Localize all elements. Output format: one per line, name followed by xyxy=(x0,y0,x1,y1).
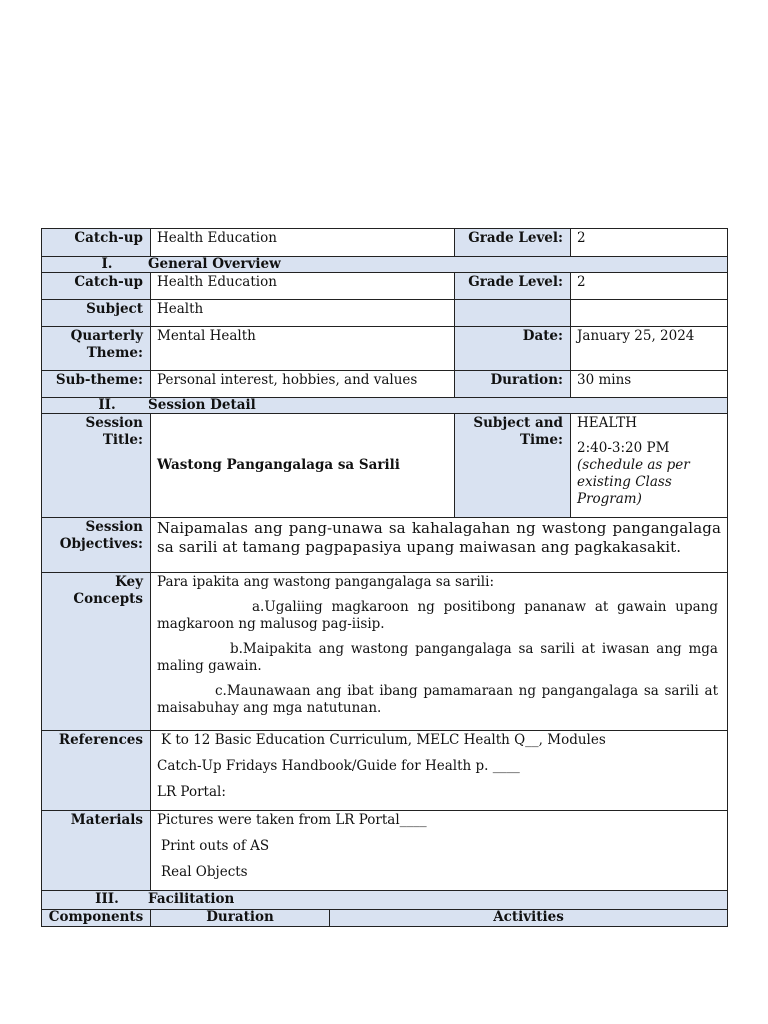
session-objectives-label: Session Objectives: xyxy=(42,518,151,573)
grade-level-label: Grade Level: xyxy=(455,273,571,300)
section-number: III. xyxy=(95,891,119,907)
session-title-label: Session Title: xyxy=(42,414,151,518)
material-item: Print outs of AS xyxy=(161,838,270,854)
quarterly-theme-value: Mental Health xyxy=(151,327,455,371)
key-concepts-label: Key Concepts xyxy=(42,573,151,731)
subject-label: Subject xyxy=(42,300,151,327)
catchup-label: Catch-up xyxy=(42,229,151,257)
subject-row xyxy=(42,300,728,327)
key-concepts-intro: Para ipakita ang wastong pangangalaga sa sarili: xyxy=(157,574,494,590)
grade-level-value: 2 xyxy=(571,273,728,300)
material-item: Real Objects xyxy=(161,864,248,880)
grade-level-label: Grade Level: xyxy=(455,229,571,257)
date-value: January 25, 2024 xyxy=(571,327,728,371)
section-number: I. xyxy=(101,256,113,272)
references-label: References xyxy=(42,731,151,811)
subject-time-subject: HEALTH xyxy=(577,415,638,431)
section-number: II. xyxy=(98,397,116,413)
theme-row xyxy=(42,327,728,371)
reference-item: K to 12 Basic Education Curriculum, MELC Health Q__, Modules xyxy=(161,732,606,748)
subject-value: Health xyxy=(151,300,455,327)
subject-time-cell xyxy=(571,414,728,518)
lesson-plan-table xyxy=(41,228,728,910)
subject-time-time: 2:40-3:20 PM xyxy=(577,440,670,456)
session-title-value: Wastong Pangangalaga sa Sarili xyxy=(151,414,455,518)
facilitation-header-row xyxy=(42,910,728,927)
material-item: Pictures were taken from LR Portal____ xyxy=(157,812,427,828)
materials-cell xyxy=(151,811,728,891)
activities-header: Activities xyxy=(330,910,728,927)
key-concept-b: b.Maipakita ang wastong pangangalaga sa sarili at iwasan ang mga maling gawain. xyxy=(157,641,718,674)
section-header-facilitation xyxy=(42,891,728,910)
session-objectives-value: Naipamalas ang pang-unawa sa kahalagahan ng wastong pangangalaga sa sarili at tamang pagpapasiya upang maiwasan ang pagkakasakit. xyxy=(151,518,728,573)
quarterly-theme-label: Quarterly Theme: xyxy=(42,327,151,371)
references-row xyxy=(42,731,728,811)
blank-cell xyxy=(455,300,571,327)
subtheme-value: Personal interest, hobbies, and values xyxy=(151,371,455,398)
objectives-row xyxy=(42,518,728,573)
facilitation-header-table xyxy=(41,910,728,927)
duration-header: Duration xyxy=(151,910,330,927)
section-title: Facilitation xyxy=(148,891,235,907)
key-concepts-row xyxy=(42,573,728,731)
key-concept-a: a.Ugaliing magkaroon ng positibong pananaw at gawain upang magkaroon ng malusog pag-iisip. xyxy=(157,599,718,632)
date-label: Date: xyxy=(455,327,571,371)
section-header-session xyxy=(42,398,728,414)
duration-value: 30 mins xyxy=(571,371,728,398)
components-header: Components xyxy=(42,910,151,927)
lesson-plan-document xyxy=(41,228,727,927)
section-header-general xyxy=(42,257,728,273)
subject-time-label: Subject and Time: xyxy=(455,414,571,518)
session-row xyxy=(42,414,728,518)
section-title: General Overview xyxy=(148,256,281,272)
header-row xyxy=(42,229,728,257)
empty-cell xyxy=(571,300,728,327)
catchup-label: Catch-up xyxy=(42,273,151,300)
materials-row xyxy=(42,811,728,891)
materials-label: Materials xyxy=(42,811,151,891)
grade-level-value: 2 xyxy=(571,229,728,257)
duration-label: Duration: xyxy=(455,371,571,398)
reference-item: Catch-Up Fridays Handbook/Guide for Health p. ____ xyxy=(157,758,520,774)
subject-time-note: (schedule as per existing Class Program) xyxy=(577,457,690,507)
catchup-value: Health Education xyxy=(151,229,455,257)
key-concept-c: c.Maunawaan ang ibat ibang pamamaraan ng pangangalaga sa sarili at maisabuhay ang mga natutunan. xyxy=(157,683,718,716)
key-concepts-cell xyxy=(151,573,728,731)
subtheme-label: Sub-theme: xyxy=(42,371,151,398)
reference-item: LR Portal: xyxy=(157,784,226,800)
references-cell xyxy=(151,731,728,811)
section-title: Session Detail xyxy=(148,397,256,413)
catchup-row xyxy=(42,273,728,300)
subtheme-row xyxy=(42,371,728,398)
catchup-value: Health Education xyxy=(151,273,455,300)
